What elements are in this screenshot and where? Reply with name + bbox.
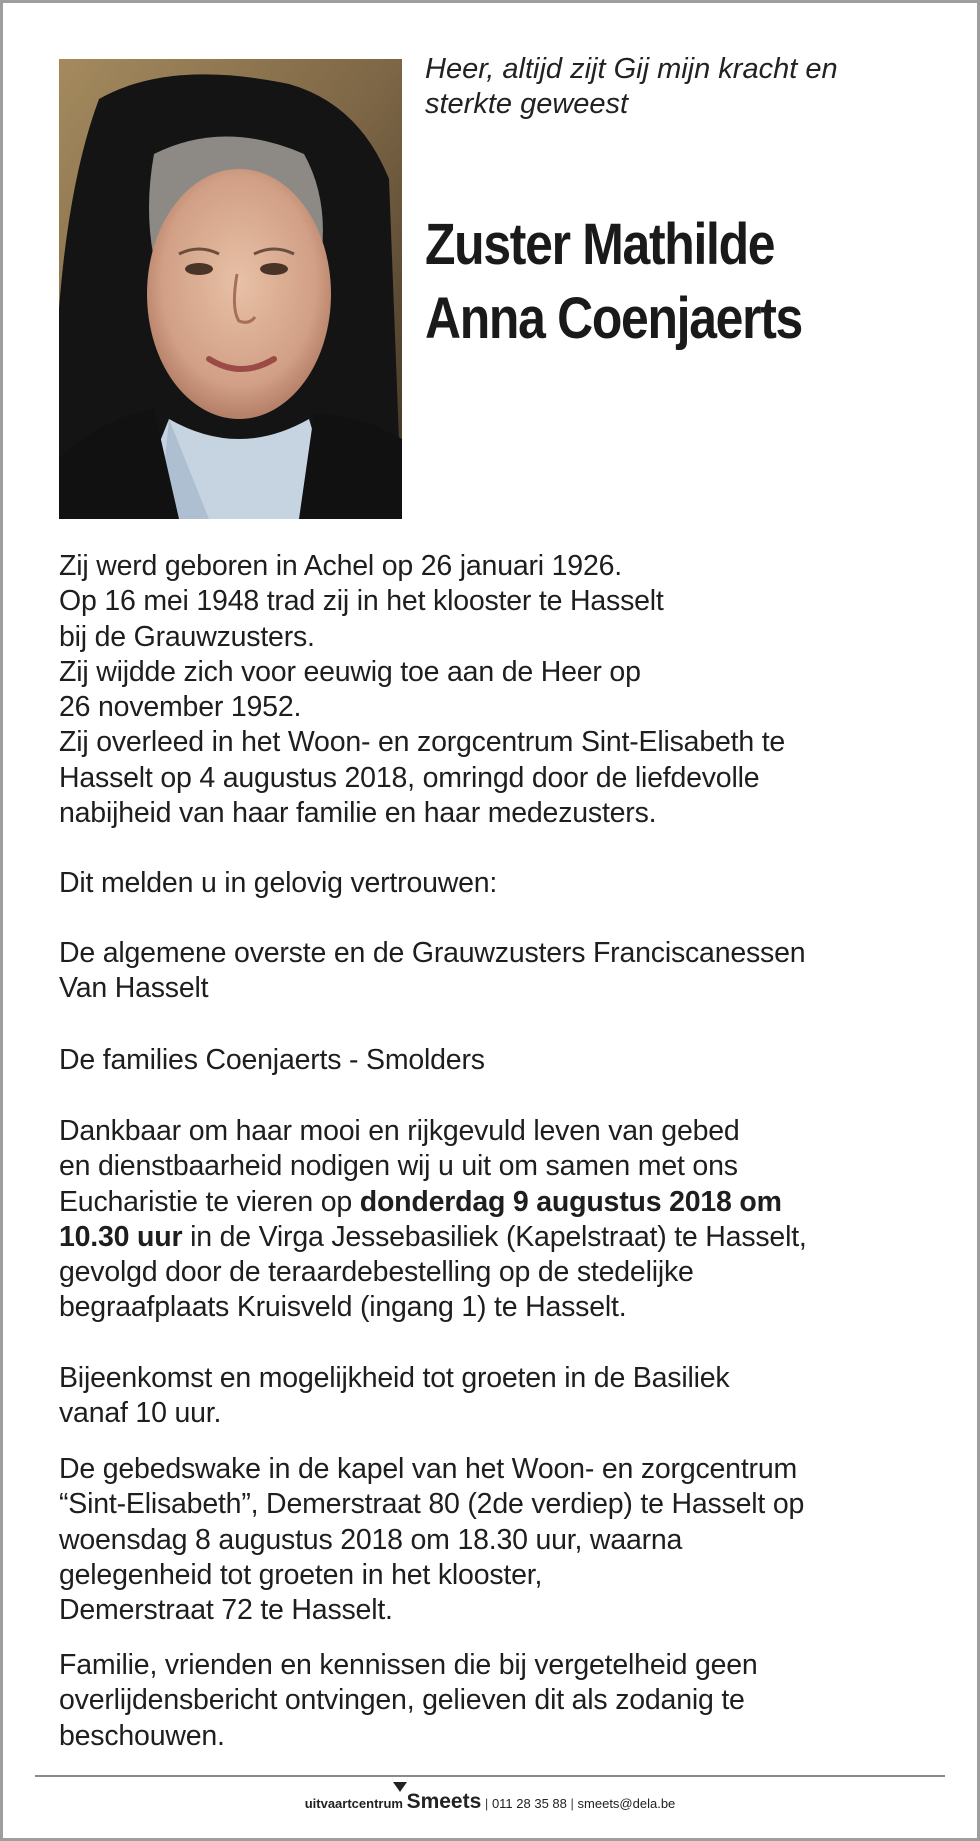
motto-line: Heer, altijd zijt Gij mijn kracht en bbox=[425, 53, 838, 85]
motto-quote bbox=[425, 52, 925, 122]
religious-order bbox=[59, 936, 919, 1007]
bio-line: Zij wijdde zich voor eeuwig toe aan de Heer op bbox=[59, 655, 641, 688]
funeral-home-footer bbox=[0, 1790, 980, 1814]
name-line: Anna Coenjaerts bbox=[425, 286, 803, 351]
gathering-info bbox=[59, 1361, 919, 1432]
closing-line: beschouwen. bbox=[59, 1719, 225, 1752]
bio-line: Op 16 mei 1948 trad zij in het klooster te Hasselt bbox=[59, 585, 664, 618]
service-line: begraafplaats Kruisveld (ingang 1) te Hasselt. bbox=[59, 1291, 627, 1324]
service-line bbox=[59, 1220, 919, 1255]
order-line: De algemene overste en de Grauwzusters Franciscanessen bbox=[59, 937, 806, 969]
name-line: Zuster Mathilde bbox=[425, 212, 775, 277]
footer-separator: | bbox=[570, 1796, 574, 1811]
funeral-service bbox=[59, 1114, 919, 1326]
wake-line: gelegenheid tot groeten in het klooster, bbox=[59, 1558, 543, 1591]
prayer-wake-info bbox=[59, 1452, 919, 1628]
service-line bbox=[59, 1185, 919, 1220]
service-date: donderdag 9 augustus 2018 om bbox=[359, 1185, 782, 1218]
order-line: Van Hasselt bbox=[59, 972, 209, 1005]
announcement bbox=[59, 866, 919, 901]
bio-line: 26 november 1952. bbox=[59, 691, 302, 724]
wake-line: “Sint-Elisabeth”, Demerstraat 80 (2de verdiep) te Hasselt op bbox=[59, 1488, 805, 1521]
closing-line: Familie, vrienden en kennissen die bij vergetelheid geen bbox=[59, 1649, 758, 1681]
family-line: De families Coenjaerts - Smolders bbox=[59, 1044, 485, 1076]
portrait-photo bbox=[59, 59, 402, 519]
gathering-line: Bijeenkomst en mogelijkheid tot groeten in de Basiliek bbox=[59, 1362, 730, 1394]
footer-separator: | bbox=[484, 1796, 489, 1811]
family-names bbox=[59, 1043, 919, 1078]
motto-line: sterkte geweest bbox=[425, 88, 629, 120]
footer-divider bbox=[35, 1775, 945, 1777]
gathering-line: vanaf 10 uur. bbox=[59, 1397, 222, 1430]
closing-line: overlijdensbericht ontvingen, gelieven dit als zodanig te bbox=[59, 1684, 745, 1717]
service-line: en dienstbaarheid nodigen wij u uit om samen met ons bbox=[59, 1150, 738, 1183]
closing-note bbox=[59, 1648, 919, 1754]
wake-line: woensdag 8 augustus 2018 om 18.30 uur, waarna bbox=[59, 1523, 683, 1556]
funeral-home-name: Smeets bbox=[406, 1790, 482, 1813]
service-line: gevolgd door de teraardebestelling op de stedelijke bbox=[59, 1256, 694, 1289]
bio-line: Zij overleed in het Woon- en zorgcentrum Sint-Elisabeth te bbox=[59, 726, 786, 759]
bio-line: Zij werd geboren in Achel op 26 januari 1926. bbox=[59, 550, 622, 582]
footer-phone: 011 28 35 88 bbox=[491, 1796, 567, 1811]
announce-line: Dit melden u in gelovig vertrouwen: bbox=[59, 867, 498, 899]
bio-line: nabijheid van haar familie en haar medezusters. bbox=[59, 797, 657, 830]
service-line: Dankbaar om haar mooi en rijkgevuld leven van gebed bbox=[59, 1115, 740, 1147]
funeral-home-label: uitvaartcentrum bbox=[304, 1796, 403, 1811]
deceased-name bbox=[425, 208, 872, 356]
wake-line: Demerstraat 72 te Hasselt. bbox=[59, 1594, 393, 1627]
bio-line: Hasselt op 4 augustus 2018, omringd door de liefdevolle bbox=[59, 761, 760, 794]
bio-paragraph bbox=[59, 549, 919, 831]
footer-email: smeets@dela.be bbox=[577, 1796, 676, 1811]
bio-line: bij de Grauwzusters. bbox=[59, 620, 315, 653]
service-time: 10.30 uur bbox=[59, 1220, 183, 1253]
wake-line: De gebedswake in de kapel van het Woon- en zorgcentrum bbox=[59, 1453, 798, 1485]
service-text: in de Virga Jessebasiliek (Kapelstraat) te Hasselt, bbox=[182, 1220, 807, 1253]
service-text: Eucharistie te vieren op bbox=[59, 1185, 360, 1218]
